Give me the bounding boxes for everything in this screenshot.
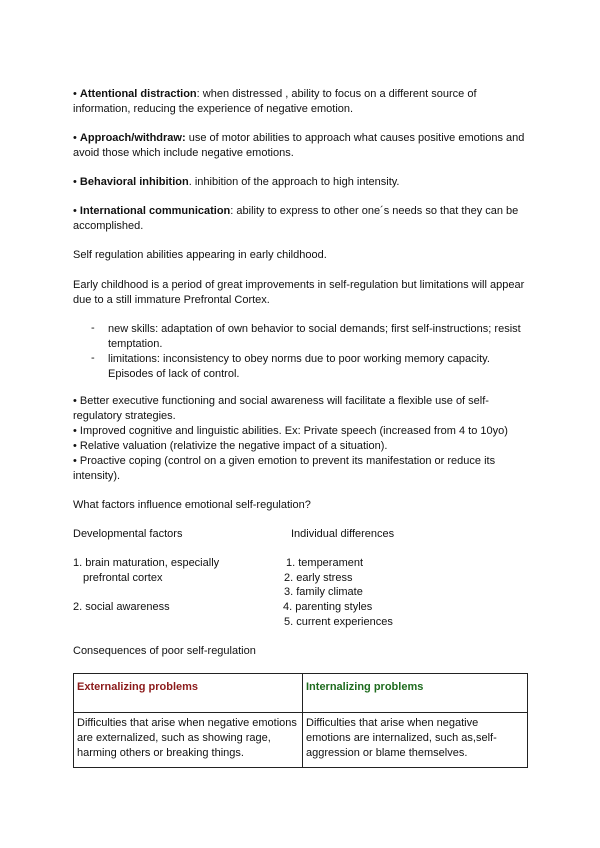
item-title: Approach/withdraw: — [79, 132, 186, 144]
item-international-communication: • International communication: ability to express to other one´s needs so that they can be accomplished. — [73, 205, 519, 232]
developmental-factors-header: Developmental factors — [73, 528, 183, 540]
externalizing-header-cell — [74, 674, 303, 713]
externalizing-description: Difficulties that arise when negative emotions are externalized, such as showing rage, harming others or breaking things. — [74, 713, 303, 768]
individual-differences-header: Individual differences — [291, 528, 395, 540]
factors-question: What factors influence emotional self-regulation? — [73, 499, 311, 511]
item-title: Behavioral inhibition — [79, 176, 189, 188]
list-item: new skills: adaptation of own behavior to social demands; first self-instructions; resist temptation. — [108, 323, 521, 350]
item-attentional-distraction: • Attentional distraction: when distressed , ability to focus on a different source of information, reducing the experience of negative emotion. — [73, 88, 477, 115]
developmental-item: 1. brain maturation, especially — [73, 557, 220, 569]
consequences-heading: Consequences of poor self-regulation — [73, 645, 256, 657]
individual-item: 4. parenting styles — [283, 601, 373, 613]
item-approach-withdraw: • Approach/withdraw: use of motor abilities to approach what causes positive emotions and avoid those which include negative emotions. — [73, 132, 525, 159]
externalizing-header: Externalizing problems — [77, 681, 199, 693]
item-text: . inhibition of the approach to high intensity. — [188, 176, 400, 188]
table-row — [74, 713, 528, 768]
individual-item: 5. current experiences — [284, 616, 393, 628]
individual-item: 1. temperament — [286, 557, 364, 569]
list-item: limitations: inconsistency to obey norms due to poor working memory capacity. Episodes of lack of control. — [108, 353, 490, 380]
early-childhood-paragraph: Early childhood is a period of great improvements in self-regulation but limitations will appear due to a still immature Prefrontal Cortex. — [73, 279, 525, 306]
internalizing-header-cell — [303, 674, 528, 713]
item-text: : when distressed , ability to focus on a different source of information, reducing the experience of negative emotion. — [73, 88, 477, 115]
item-behavioral-inhibition: • Behavioral inhibition. inhibition of the approach to high intensity. — [73, 176, 400, 188]
benefit-proactive-coping: • Proactive coping (control on a given emotion to prevent its manifestation or reduce its intensity). — [73, 455, 496, 482]
individual-item: 2. early stress — [284, 572, 353, 584]
benefit-relative-valuation: • Relative valuation (relativize the negative impact of a situation). — [73, 440, 388, 452]
table-row — [74, 674, 528, 713]
item-text: : ability to express to other one´s needs so that they can be accomplished. — [73, 205, 519, 232]
developmental-item: 2. social awareness — [73, 601, 170, 613]
item-title: Attentional distraction — [79, 88, 197, 100]
item-text: use of motor abilities to approach what causes positive emotions and avoid those which include negative emotions. — [73, 132, 525, 159]
consequences-table — [73, 673, 528, 768]
internalizing-header: Internalizing problems — [306, 681, 424, 693]
self-regulation-heading: Self regulation abilities appearing in early childhood. — [73, 249, 327, 261]
internalizing-description: Difficulties that arise when negative emotions are internalized, such as,self-aggression or blame themselves. — [303, 713, 528, 768]
individual-item: 3. family climate — [284, 586, 363, 598]
item-title: International communication — [79, 205, 231, 217]
developmental-item: prefrontal cortex — [83, 572, 163, 584]
benefit-cognitive-linguistic: • Improved cognitive and linguistic abilities. Ex: Private speech (increased from 4 to 10yo) — [73, 425, 508, 437]
benefit-executive-functioning: • Better executive functioning and social awareness will facilitate a flexible use of self-regulatory strategies. — [73, 395, 489, 422]
